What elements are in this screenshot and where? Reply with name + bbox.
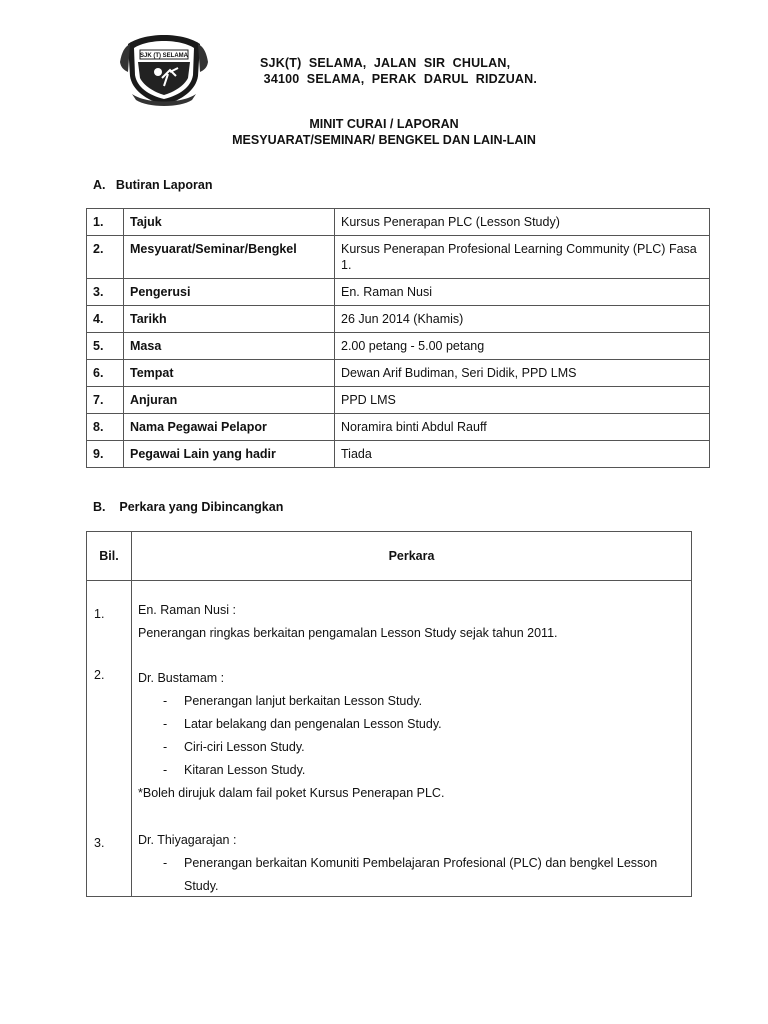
row-value: Dewan Arif Budiman, Seri Didik, PPD LMS <box>335 360 710 387</box>
address-line-2: 34100 SELAMA, PERAK DARUL RIDZUAN. <box>260 72 538 86</box>
item-speaker: En. Raman Nusi : <box>138 603 236 617</box>
item-bullet: - Latar belakang dan pengenalan Lesson Study. <box>138 713 444 736</box>
column-header-perkara: Perkara <box>132 532 692 581</box>
details-row <box>87 441 710 468</box>
perkara-column <box>132 581 692 897</box>
row-number: 8. <box>87 414 124 441</box>
row-label: Tajuk <box>124 209 335 236</box>
school-crest-logo <box>118 32 210 108</box>
details-row <box>87 236 710 279</box>
row-label: Anjuran <box>124 387 335 414</box>
section-a-heading: A. Butiran Laporan <box>93 178 213 192</box>
discussion-item <box>138 829 684 898</box>
row-value: 26 Jun 2014 (Khamis) <box>335 306 710 333</box>
bil-column <box>87 581 132 897</box>
details-row <box>87 360 710 387</box>
details-row <box>87 306 710 333</box>
item-bullet: - Ciri-ciri Lesson Study. <box>138 736 444 759</box>
item-number: 3. <box>94 836 105 850</box>
row-label: Masa <box>124 333 335 360</box>
column-header-bil: Bil. <box>87 532 132 581</box>
row-value: 2.00 petang - 5.00 petang <box>335 333 710 360</box>
crest-text: SJK (T) SELAMA <box>140 53 188 59</box>
row-number: 6. <box>87 360 124 387</box>
row-label: Nama Pegawai Pelapor <box>124 414 335 441</box>
report-details-table <box>86 208 710 468</box>
discussion-item <box>138 667 444 805</box>
row-label: Pengerusi <box>124 279 335 306</box>
item-number: 2. <box>94 668 105 682</box>
section-b-heading: B. Perkara yang Dibincangkan <box>93 500 284 514</box>
row-number: 1. <box>87 209 124 236</box>
address-line-1: SJK(T) SELAMA, JALAN SIR CHULAN, <box>260 56 511 70</box>
details-row <box>87 279 710 306</box>
details-row <box>87 209 710 236</box>
details-row <box>87 387 710 414</box>
title-line-1: MINIT CURAI / LAPORAN <box>309 117 459 131</box>
row-label: Mesyuarat/Seminar/Bengkel <box>124 236 335 279</box>
row-value: Noramira binti Abdul Rauff <box>335 414 710 441</box>
row-number: 5. <box>87 333 124 360</box>
discussion-table <box>86 531 692 897</box>
item-bullet: - Penerangan lanjut berkaitan Lesson Study. <box>138 690 444 713</box>
item-bullet: - Penerangan berkaitan Komuniti Pembelajaran Profesional (PLC) dan bengkel Lesson Study. <box>138 852 684 898</box>
title-line-2: MESYUARAT/SEMINAR/ BENGKEL DAN LAIN-LAIN <box>232 133 536 147</box>
item-number: 1. <box>94 607 105 621</box>
item-text: Penerangan ringkas berkaitan pengamalan Lesson Study sejak tahun 2011. <box>138 626 558 640</box>
row-number: 9. <box>87 441 124 468</box>
row-label: Pegawai Lain yang hadir <box>124 441 335 468</box>
details-row <box>87 333 710 360</box>
row-number: 2. <box>87 236 124 279</box>
row-number: 3. <box>87 279 124 306</box>
row-number: 4. <box>87 306 124 333</box>
discussion-item <box>138 599 558 645</box>
row-value: PPD LMS <box>335 387 710 414</box>
document-title <box>0 116 768 148</box>
school-address <box>260 55 537 87</box>
row-label: Tempat <box>124 360 335 387</box>
row-value: Tiada <box>335 441 710 468</box>
item-speaker: Dr. Bustamam : <box>138 671 225 685</box>
row-value: En. Raman Nusi <box>335 279 710 306</box>
row-value: Kursus Penerapan Profesional Learning Community (PLC) Fasa 1. <box>335 236 710 279</box>
row-label: Tarikh <box>124 306 335 333</box>
item-speaker: Dr. Thiyagarajan : <box>138 833 237 847</box>
row-number: 7. <box>87 387 124 414</box>
details-row <box>87 414 710 441</box>
row-value: Kursus Penerapan PLC (Lesson Study) <box>335 209 710 236</box>
item-bullet: - Kitaran Lesson Study. <box>138 759 444 782</box>
item-note: *Boleh dirujuk dalam fail poket Kursus Penerapan PLC. <box>138 786 445 800</box>
